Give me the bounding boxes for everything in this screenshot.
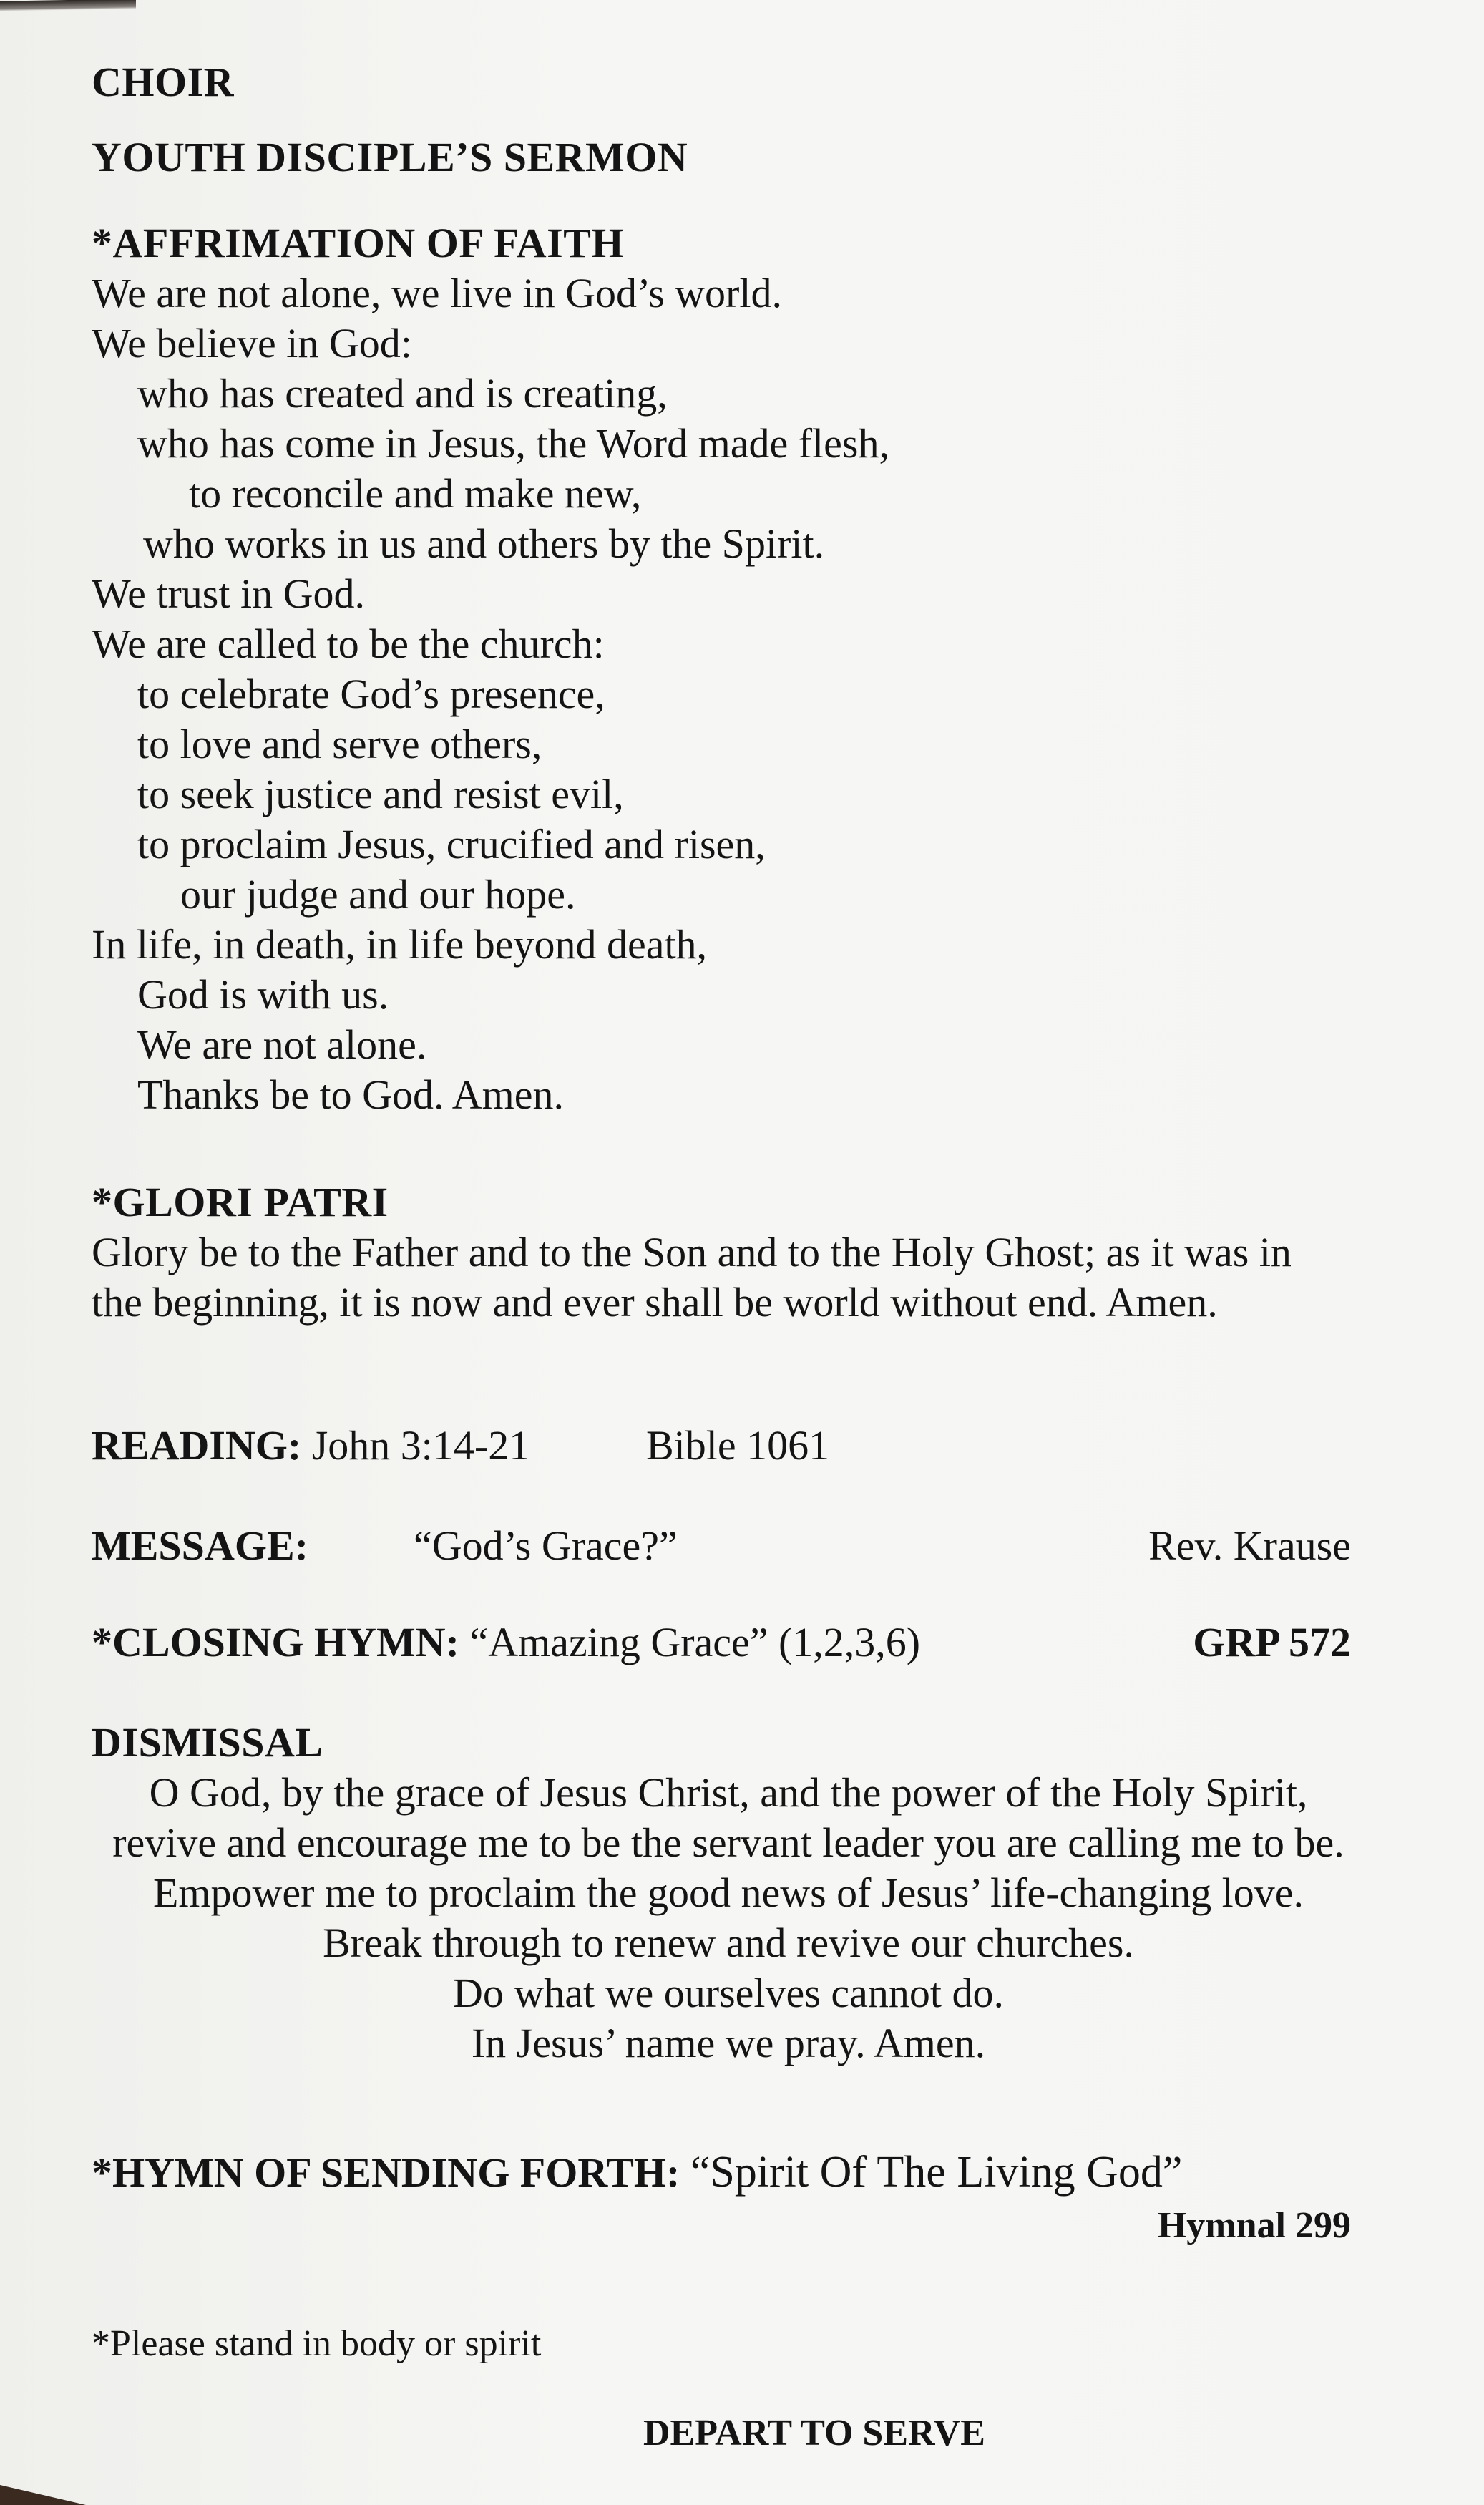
depart-footer: DEPART TO SERVE	[643, 2413, 985, 2453]
affirmation-line: We are not alone.	[137, 1021, 427, 1068]
choir-heading: CHOIR	[92, 59, 235, 105]
gloria-heading: *GLORI PATRI	[92, 1179, 389, 1225]
gloria-line: Glory be to the Father and to the Son and to the Holy Ghost; as it was in	[92, 1229, 1292, 1275]
affirmation-line: We trust in God.	[92, 570, 365, 617]
affirmation-heading: *AFFRIMATION OF FAITH	[92, 220, 625, 266]
stand-note: *Please stand in body or spirit	[92, 2323, 542, 2364]
sending-hymn-label: *HYMN OF SENDING FORTH:	[92, 2149, 680, 2196]
dismissal-line: Break through to renew and revive our churches.	[323, 1920, 1134, 1966]
closing-hymn-row	[92, 1618, 1365, 1668]
sending-hymn-number: Hymnal 299	[1157, 2205, 1351, 2246]
affirmation-line: to celebrate God’s presence,	[137, 671, 605, 717]
closing-hymn-label: *CLOSING HYMN:	[92, 1619, 459, 1665]
gloria-line: the beginning, it is now and ever shall be world without end. Amen.	[92, 1279, 1218, 1326]
dismissal-line: revive and encourage me to be the servant leader you are calling me to be.	[112, 1819, 1344, 1866]
gloria-section	[92, 1177, 1365, 1328]
youth-sermon-heading: YOUTH DISCIPLE’S SERMON	[92, 134, 688, 180]
message-row	[92, 1521, 1365, 1571]
closing-hymn-title: “Amazing Grace” (1,2,3,6)	[469, 1619, 921, 1665]
affirmation-line: to reconcile and make new,	[189, 470, 642, 517]
affirmation-line: We believe in God:	[92, 320, 412, 366]
reading-bible-page: Bible 1061	[646, 1422, 830, 1469]
dismissal-heading: DISMISSAL	[92, 1719, 323, 1766]
reading-row	[92, 1421, 1365, 1471]
page-edge-shadow	[0, 0, 136, 11]
reading-passage: John 3:14-21	[311, 1422, 530, 1469]
affirmation-line: Thanks be to God. Amen.	[137, 1071, 565, 1118]
dismissal-section	[92, 1718, 1365, 2068]
affirmation-line: to love and serve others,	[137, 721, 542, 767]
affirmation-line: We are called to be the church:	[92, 621, 605, 667]
affirmation-section	[92, 218, 1365, 1120]
message-label: MESSAGE:	[92, 1522, 308, 1569]
page-corner	[0, 2485, 86, 2505]
affirmation-line: our judge and our hope.	[180, 871, 576, 918]
reading-label: READING:	[92, 1422, 302, 1469]
affirmation-line: who has created and is creating,	[137, 370, 668, 417]
affirmation-line: to seek justice and resist evil,	[137, 771, 624, 817]
dismissal-line: O God, by the grace of Jesus Christ, and the power of the Holy Spirit,	[149, 1769, 1308, 1816]
affirmation-line: In life, in death, in life beyond death,	[92, 921, 708, 968]
dismissal-line: In Jesus’ name we pray. Amen.	[471, 2020, 986, 2066]
dismissal-line: Empower me to proclaim the good news of Jesus’ life-changing love.	[153, 1869, 1304, 1916]
affirmation-line: We are not alone, we live in God’s world.	[92, 270, 782, 316]
affirmation-line: who works in us and others by the Spirit.	[143, 520, 825, 567]
affirmation-line: to proclaim Jesus, crucified and risen,	[137, 821, 766, 867]
affirmation-line: God is with us.	[137, 971, 389, 1018]
message-title: “God’s Grace?”	[414, 1522, 678, 1569]
message-speaker: Rev. Krause	[1148, 1522, 1351, 1569]
closing-hymn-number: GRP 572	[1193, 1619, 1351, 1665]
affirmation-line: who has come in Jesus, the Word made flesh,	[137, 420, 889, 467]
sending-hymn-title: “Spirit Of The Living God”	[690, 2148, 1183, 2197]
dismissal-line: Do what we ourselves cannot do.	[453, 1970, 1004, 2016]
sending-hymn-row	[92, 2147, 1365, 2198]
